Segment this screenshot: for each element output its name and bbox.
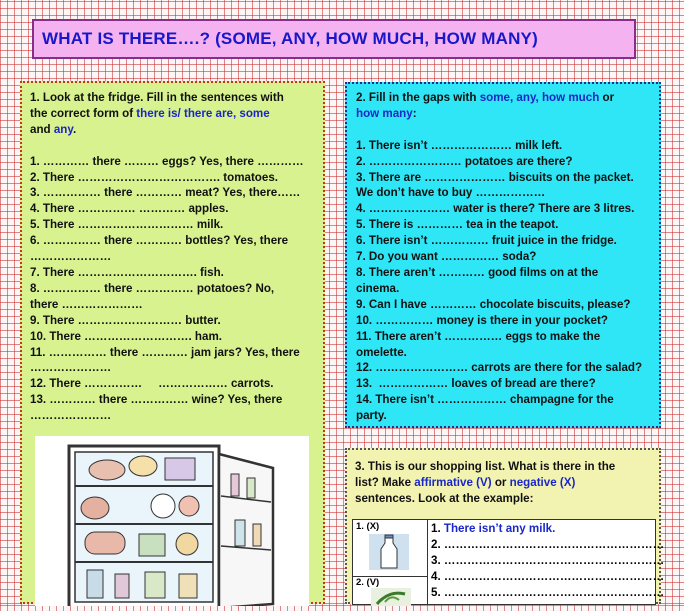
sentence-line: 1. ………… there ……… eggs? Yes, there ………… xyxy=(30,154,304,168)
exercise-3-text xyxy=(355,459,615,507)
sentence-line: 13. ……………… loaves of bread are there? xyxy=(356,377,596,391)
sentence-line: We don’t have to buy ……………… xyxy=(356,186,546,200)
sentence-line: 2. There ………………………………. tomatoes. xyxy=(30,170,279,184)
exercise-2-keywords: some, any, how much xyxy=(479,91,600,104)
shopping-item-1 xyxy=(353,520,427,577)
fridge-illustration xyxy=(35,436,309,606)
worksheet-title: WHAT IS THERE….? (SOME, ANY, HOW MUCH, HOW MANY) xyxy=(42,29,538,48)
exercise-1-sentences xyxy=(30,155,304,423)
sentence-line: 4. There …………… ………… apples. xyxy=(30,202,229,216)
sentence-line: 10. There ………………………. ham. xyxy=(30,329,222,343)
exercise-1-instruction-line: the correct form of xyxy=(30,106,137,120)
sentence-line: 11. …………… there ………… jam jars? Yes, there xyxy=(30,345,300,359)
sentence-line: 7. There …………………………. fish. xyxy=(30,265,224,279)
sentence-line: 12. …………………… carrots are there for the salad? xyxy=(356,361,643,375)
exercise-2-text xyxy=(356,90,642,424)
sentence-line: 8. There aren’t ………… good films on at the xyxy=(356,265,599,279)
exercise-1-panel xyxy=(20,81,325,604)
example-number: 1. xyxy=(431,522,444,535)
shopping-list-items-column xyxy=(353,520,428,604)
shopping-answers xyxy=(431,521,664,601)
exercise-1-text xyxy=(30,90,304,424)
exercise-1-keywords: there is/ there are, some xyxy=(136,106,270,120)
exercise-1-instruction-line: and xyxy=(30,122,54,136)
shopping-item-2-label: 2. (V) xyxy=(356,577,380,588)
sentence-line: 9. There ……………………… butter. xyxy=(30,313,221,327)
sentence-line: cinema. xyxy=(356,281,400,295)
sentence-line: there ………………… xyxy=(30,297,143,311)
sentence-line: 6. …………… there ………… bottles? Yes, there xyxy=(30,234,289,248)
exercise-3-affirmative: affirmative (V) xyxy=(414,475,492,489)
exercise-1-instruction-line: 1. Look at the fridge. Fill in the sentences with xyxy=(30,91,284,104)
exercise-2-instruction-colon: : xyxy=(412,106,417,120)
shopping-list-table xyxy=(352,519,665,605)
sentence-line: 9. Can I have ………… chocolate biscuits, please? xyxy=(356,297,631,311)
sentence-line: omelette. xyxy=(356,345,407,359)
exercise-3-panel xyxy=(345,448,665,604)
exercise-2-instruction-end: or xyxy=(599,91,615,104)
answer-line: 2. ………………………………………………… xyxy=(431,538,665,551)
fridge-icon xyxy=(35,436,309,606)
vegetable-icon xyxy=(371,588,411,606)
exercise-1-instruction-end: . xyxy=(72,122,77,136)
sentence-line: 4. ………………… water is there? There are 3 litres. xyxy=(356,202,635,216)
sentence-line: ………………… xyxy=(30,361,112,375)
sentence-line: 3. …………… there ………… meat? Yes, there…… xyxy=(30,186,301,200)
answer-line: 4. ………………………………………………… xyxy=(431,570,665,583)
sentence-line: party. xyxy=(356,409,387,423)
shopping-item-1-label: 1. (X) xyxy=(356,521,380,532)
sentence-line: 10. …………… money is there in your pocket? xyxy=(356,313,608,327)
sentence-line: 5. There ………………………… milk. xyxy=(30,218,224,232)
sentence-line: ………………… xyxy=(30,409,112,423)
sentence-line: 3. There are ………………… biscuits on the packet. xyxy=(356,170,634,184)
exercise-2-keyword-how-many: how many xyxy=(356,106,413,120)
answer-line: 5. ………………………………………………… xyxy=(431,586,665,599)
answer-line: 3. ………………………………………………… xyxy=(431,554,665,567)
sentence-line: 8. …………… there …………… potatoes? No, xyxy=(30,281,275,295)
exercise-3-instruction-line: 3. This is our shopping list. What is there in the xyxy=(355,460,616,473)
sentence-line: 2. …………………… potatoes are there? xyxy=(356,154,573,168)
exercise-3-instruction-or: or xyxy=(491,475,510,489)
sentence-line: 1. There isn’t ………………… milk left. xyxy=(356,138,563,152)
sentence-line: 11. There aren’t …………… eggs to make the xyxy=(356,329,601,343)
example-answer: There isn’t any milk. xyxy=(443,522,556,535)
sentence-line: ………………… xyxy=(30,250,112,264)
exercise-3-negative: negative (X) xyxy=(509,475,576,489)
exercise-2-panel xyxy=(345,82,661,428)
exercise-1-keyword-any: any xyxy=(53,122,73,136)
sentence-line: 13. ………… there …………… wine? Yes, there xyxy=(30,393,283,407)
exercise-2-instruction-line: 2. Fill in the gaps with xyxy=(356,91,480,104)
answer-lines xyxy=(431,538,664,599)
milk-bottle-icon xyxy=(369,534,409,570)
sentence-line: 14. There isn’t ……………… champagne for the xyxy=(356,393,614,407)
sentence-line: 5. There is ………… tea in the teapot. xyxy=(356,218,559,232)
sentence-line: 12. There …………… ……………… carrots. xyxy=(30,377,274,391)
exercise-3-instruction-line: list? Make xyxy=(355,475,415,489)
worksheet-title-box xyxy=(32,19,636,59)
sentence-line: 7. Do you want …………… soda? xyxy=(356,250,537,264)
exercise-3-instruction-line: sentences. Look at the example: xyxy=(355,491,534,505)
exercise-2-sentences xyxy=(356,139,642,422)
sentence-line: 6. There isn’t …………… fruit juice in the fridge. xyxy=(356,234,617,248)
